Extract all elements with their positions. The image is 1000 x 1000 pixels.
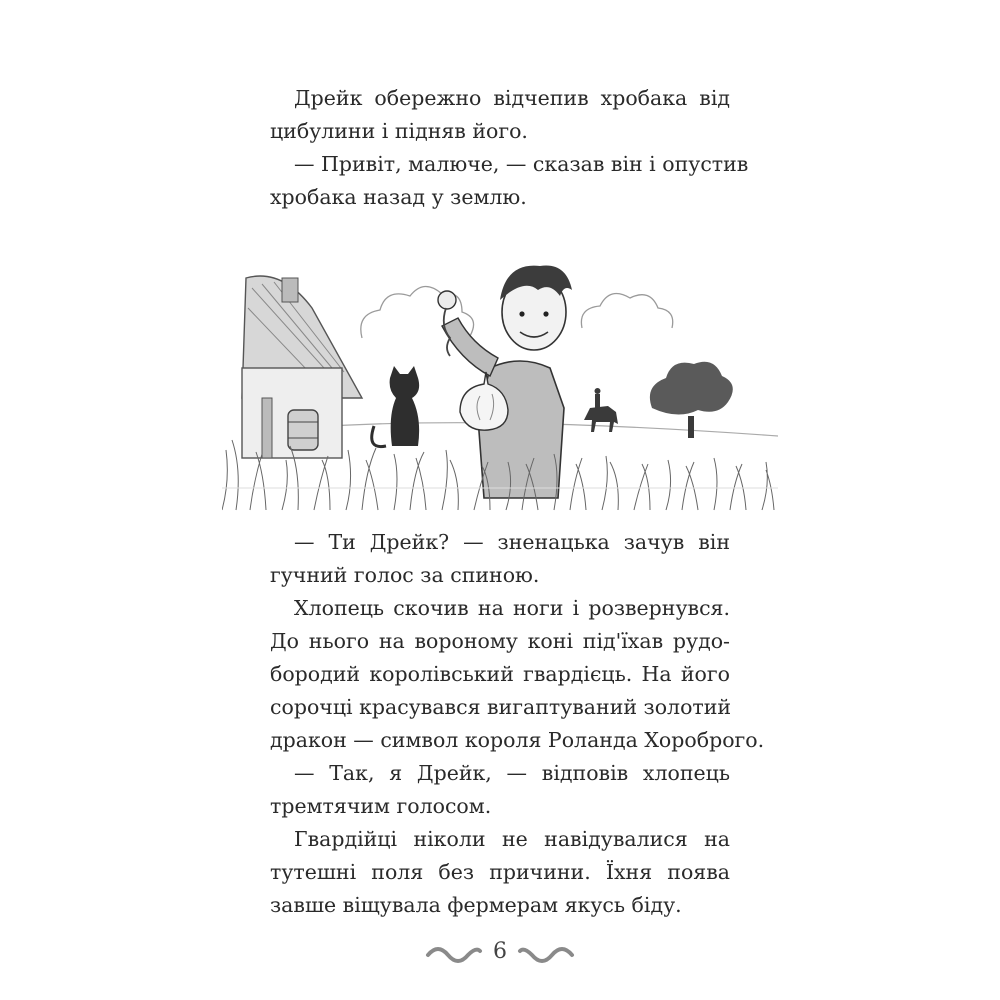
text-line: Гвардійці ніколи не навідувалися на [294,827,730,851]
barrel [288,410,318,450]
paragraph-block-bottom [270,526,765,922]
text-line: — Так, я Дрейк, — відповів хлопець [294,761,730,785]
text-line: дракон — символ короля Роланда Хороброго. [270,728,765,752]
text-line: тутешні поля без причини. Їхня поява [270,860,730,884]
text-line: бородий королівський гвардієць. На його [270,662,730,686]
text-line: — Ти Дрейк? — зненацька зачув він [294,530,730,554]
tree [650,362,733,438]
text-line: Дрейк обережно відчепив хробака від [294,86,730,110]
text-line: До нього на вороному коні під'їхав рудо- [270,629,730,653]
text-line: Хлопець скочив на ноги і розвернувся. [294,596,730,620]
page-number: 6 [493,939,507,964]
paragraph-block-top [270,82,749,214]
boy-holding-worm [438,266,572,499]
black-cat [372,366,419,447]
text-line: завше віщувала фермерам якусь біду. [270,893,682,917]
illustration-boy-in-field [222,248,778,516]
page-footer [0,925,1000,985]
text-line: гучний голос за спиною. [270,563,540,587]
text-line: сорочці красувався вигаптуваний золотий [270,695,732,719]
text-line: хробака назад у землю. [270,185,527,209]
text-line: — Привіт, малюче, — сказав він і опустив [294,152,749,176]
text-line: тремтячим голосом. [270,794,492,818]
text-line: цибулини і підняв його. [270,119,528,143]
